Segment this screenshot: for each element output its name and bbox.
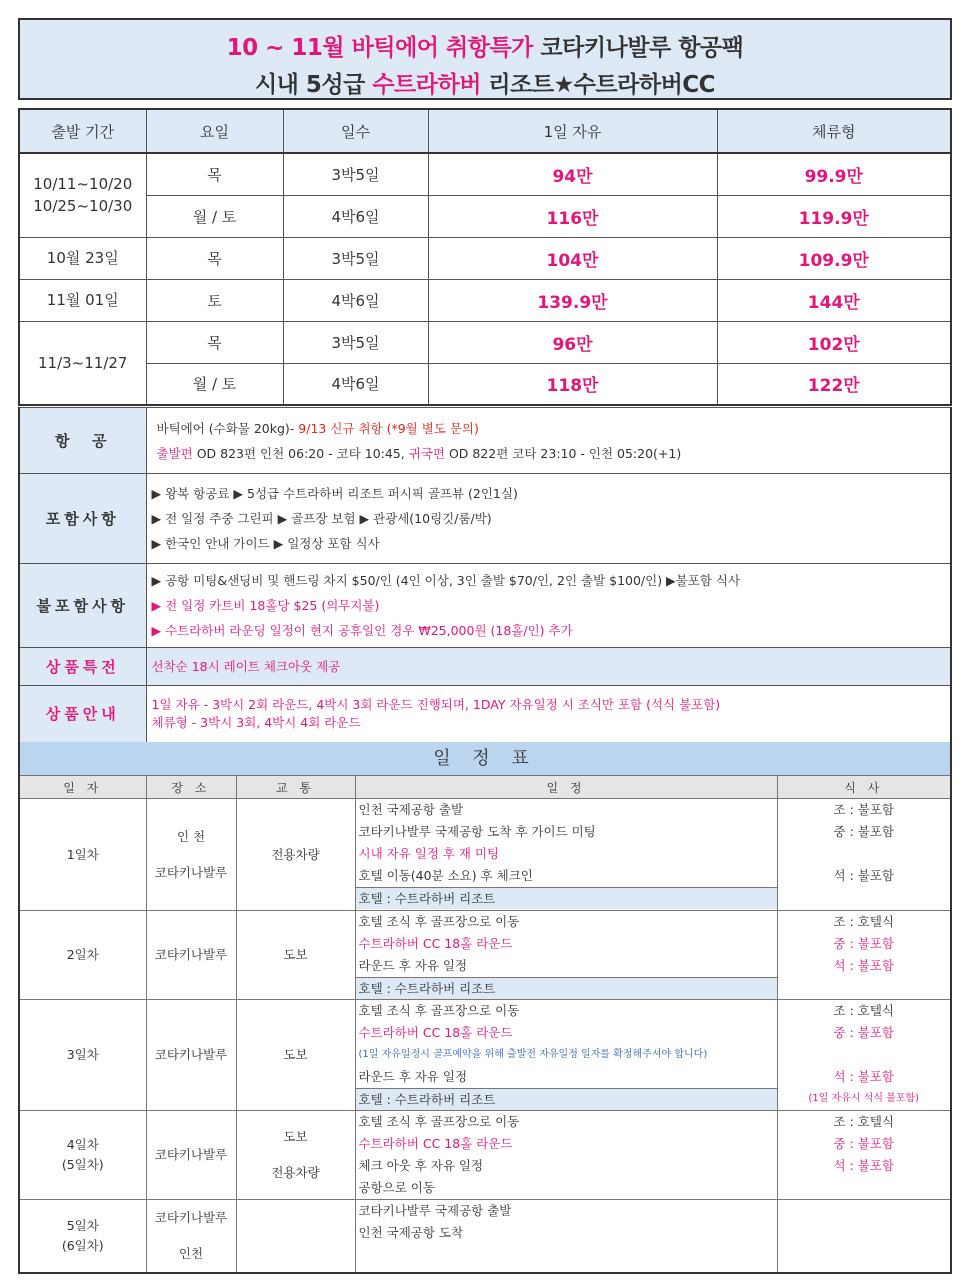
title-text: 코타키나발루 항공팩 bbox=[532, 35, 744, 61]
places bbox=[146, 799, 236, 911]
schedule-day-row bbox=[19, 1111, 951, 1200]
weekday: 월 / 토 bbox=[146, 195, 283, 237]
excluded-line: ▶ 공항 미팅&샌딩비 및 핸드링 차지 $50/인 (4인 이상, 3인 출발 $70/인, 2인 출발 $100/인) ▶불포함 식사 bbox=[151, 573, 741, 588]
info-row-included bbox=[19, 474, 951, 564]
title-banner bbox=[18, 18, 952, 100]
subtitle-highlight: 수트라하버 bbox=[372, 72, 481, 98]
meal-line: 중 : 불포함 bbox=[833, 824, 894, 839]
day-text: 4일차 bbox=[66, 1137, 99, 1152]
hotel-line: 호텔 : 수트라하버 리조트 bbox=[356, 977, 777, 999]
itinerary-line: 코타키나발루 국제공항 출발 bbox=[358, 1203, 512, 1218]
included-line: ▶ 왕복 항공료 ▶ 5성급 수트라하버 리조트 퍼시픽 골프뷰 (2인1실) bbox=[151, 486, 518, 501]
itinerary-line bbox=[356, 1244, 777, 1266]
duration: 3박5일 bbox=[283, 153, 428, 195]
info-row-air bbox=[19, 408, 951, 474]
title-line-1 bbox=[20, 29, 950, 62]
weekday: 토 bbox=[146, 279, 283, 321]
meal-line: 중 : 불포함 bbox=[833, 1136, 894, 1151]
schedule-header-row bbox=[19, 776, 951, 799]
meal-line bbox=[778, 977, 951, 999]
day-label bbox=[19, 799, 146, 911]
transport-text: 전용차량 bbox=[271, 1165, 320, 1180]
price-row bbox=[19, 153, 951, 195]
weekday: 월 / 토 bbox=[146, 363, 283, 405]
price-free-day: 104만 bbox=[428, 237, 717, 279]
schedule-header-cell: 일 정 bbox=[355, 776, 777, 799]
meal-line bbox=[778, 1177, 951, 1199]
schedule-day-row bbox=[19, 1000, 951, 1111]
transport-text: 도보 bbox=[283, 1047, 308, 1062]
price-free-day: 96만 bbox=[428, 321, 717, 363]
duration: 4박6일 bbox=[283, 195, 428, 237]
itinerary-line: 인천 국제공항 도착 bbox=[358, 1225, 464, 1240]
air-label: 항 공 bbox=[19, 408, 146, 474]
schedule-header-cell: 식 사 bbox=[777, 776, 951, 799]
itinerary-line: 호텔 이동(40분 소요) 후 체크인 bbox=[358, 868, 533, 883]
day-label bbox=[19, 911, 146, 1000]
itinerary-line: 호텔 조식 후 골프장으로 이동 bbox=[358, 914, 520, 929]
period-text: 11/3~11/27 bbox=[38, 353, 128, 372]
price-free-day: 116만 bbox=[428, 195, 717, 237]
guide-content bbox=[146, 686, 951, 743]
excluded-content bbox=[146, 564, 951, 648]
itinerary-line: (1일 자유일정시 골프예약을 위해 출발전 자유일정 일자를 확정해주셔야 합니다) bbox=[358, 1049, 708, 1060]
itinerary bbox=[355, 1111, 777, 1200]
itinerary bbox=[355, 799, 777, 911]
meals bbox=[777, 799, 951, 911]
places bbox=[146, 1200, 236, 1274]
price-row bbox=[19, 321, 951, 363]
transport-text: 도보 bbox=[283, 1129, 308, 1144]
meals bbox=[777, 1200, 951, 1274]
day-text: (6일차) bbox=[61, 1238, 104, 1253]
title-highlight: 10 ~ 11월 바틱에어 취항특가 bbox=[226, 35, 533, 61]
price-stay: 109.9만 bbox=[717, 237, 951, 279]
transport bbox=[236, 799, 355, 911]
place-text: 코타키나발루 bbox=[154, 1210, 228, 1225]
meal-line: (1일 자유시 석식 불포함) bbox=[808, 1093, 920, 1104]
info-row-special bbox=[19, 648, 951, 686]
price-row bbox=[19, 195, 951, 237]
duration: 4박6일 bbox=[283, 363, 428, 405]
place-text: 코타키나발루 bbox=[154, 1147, 228, 1162]
schedule-header-cell: 교 통 bbox=[236, 776, 355, 799]
day-label bbox=[19, 1200, 146, 1274]
special-content: 선착순 18시 레이트 체크아웃 제공 bbox=[146, 648, 951, 686]
subtitle-text-2: 리조트★수트라하버CC bbox=[480, 72, 716, 98]
info-row-excluded bbox=[19, 564, 951, 648]
day-label bbox=[19, 1111, 146, 1200]
price-header-cell: 요일 bbox=[146, 109, 283, 153]
period-text: 11월 01일 bbox=[46, 291, 119, 309]
schedule-title: 일 정 표 bbox=[18, 742, 952, 775]
itinerary bbox=[355, 1200, 777, 1274]
itinerary bbox=[355, 911, 777, 1000]
price-table bbox=[18, 108, 952, 406]
price-header-cell: 체류형 bbox=[717, 109, 951, 153]
hotel-line: 호텔 : 수트라하버 리조트 bbox=[356, 1088, 777, 1110]
itinerary-line: 코타키나발루 국제공항 도착 후 가이드 미팅 bbox=[358, 824, 596, 839]
outbound-flight: OD 823편 인천 06:20 - 코타 10:45, bbox=[192, 445, 409, 461]
price-stay: 122만 bbox=[717, 363, 951, 405]
itinerary-line: 호텔 조식 후 골프장으로 이동 bbox=[358, 1003, 520, 1018]
duration: 3박5일 bbox=[283, 321, 428, 363]
places bbox=[146, 911, 236, 1000]
departure-period bbox=[19, 279, 146, 321]
meal-line: 중 : 불포함 bbox=[833, 1025, 894, 1040]
itinerary-line: 호텔 조식 후 골프장으로 이동 bbox=[358, 1114, 520, 1129]
transport-text: 도보 bbox=[283, 947, 308, 962]
hotel-line: 호텔 : 수트라하버 리조트 bbox=[356, 887, 777, 909]
day-text: 2일차 bbox=[66, 947, 99, 962]
guide-line: 1일 자유 - 3박시 2회 라운드, 4박시 3회 라운드 진행되며, 1DAY 자유일정 시 조식만 포함 (석식 불포함) bbox=[151, 696, 721, 712]
meal-line: 조 : 호텔식 bbox=[833, 1003, 894, 1018]
duration: 4박6일 bbox=[283, 279, 428, 321]
period-text: 10/11~10/20 bbox=[33, 175, 133, 194]
air-content bbox=[146, 408, 951, 474]
itinerary-line: 시내 자유 일정 후 재 미팅 bbox=[358, 846, 500, 861]
guide-label: 상품안내 bbox=[19, 686, 146, 743]
meal-line: 중 : 불포함 bbox=[833, 936, 894, 951]
itinerary-line: 수트라하버 CC 18홀 라운드 bbox=[358, 1025, 513, 1040]
duration: 3박5일 bbox=[283, 237, 428, 279]
guide-line: 체류형 - 3박시 3회, 4박시 4회 라운드 bbox=[151, 714, 361, 730]
included-line: ▶ 전 일정 주중 그린피 ▶ 골프장 보험 ▶ 관광세(10링깃/룸/박) bbox=[151, 511, 492, 526]
transport bbox=[236, 1200, 355, 1274]
transport bbox=[236, 1111, 355, 1200]
return-flight: OD 822편 코타 23:10 - 인천 05:20(+1) bbox=[444, 445, 682, 461]
schedule-day-row bbox=[19, 911, 951, 1000]
day-text: 3일차 bbox=[66, 1047, 99, 1062]
included-label: 포함사항 bbox=[19, 474, 146, 564]
transport bbox=[236, 911, 355, 1000]
meal-line: 석 : 불포함 bbox=[833, 1158, 894, 1173]
itinerary-line: 공항으로 이동 bbox=[358, 1180, 435, 1195]
meals bbox=[777, 1000, 951, 1111]
excluded-line: ▶ 전 일정 카트비 18홀당 $25 (의무지불) bbox=[151, 598, 380, 613]
transport-text: 전용차량 bbox=[271, 846, 320, 862]
price-row bbox=[19, 237, 951, 279]
meal-line: 석 : 불포함 bbox=[833, 868, 894, 883]
included-content bbox=[146, 474, 951, 564]
transport bbox=[236, 1000, 355, 1111]
price-stay: 144만 bbox=[717, 279, 951, 321]
price-free-day: 118만 bbox=[428, 363, 717, 405]
info-table bbox=[18, 407, 952, 744]
place-text: 코타키나발루 bbox=[154, 947, 228, 962]
price-stay: 99.9만 bbox=[717, 153, 951, 195]
meal-line: 조 : 호텔식 bbox=[833, 914, 894, 929]
day-text: 1일차 bbox=[66, 846, 99, 862]
place-text: 인천 bbox=[178, 1246, 204, 1261]
schedule-table bbox=[18, 775, 952, 1274]
itinerary bbox=[355, 1000, 777, 1111]
itinerary-line: 수트라하버 CC 18홀 라운드 bbox=[358, 936, 513, 951]
excluded-label: 불포함사항 bbox=[19, 564, 146, 648]
place-text: 코타키나발루 bbox=[154, 1047, 228, 1062]
schedule-header-cell: 장 소 bbox=[146, 776, 236, 799]
weekday: 목 bbox=[146, 321, 283, 363]
price-free-day: 94만 bbox=[428, 153, 717, 195]
title-line-2 bbox=[20, 66, 950, 99]
schedule-day-row bbox=[19, 799, 951, 911]
meal-line bbox=[778, 887, 951, 909]
departure-period bbox=[19, 321, 146, 405]
air-new-route: 9/13 신규 취항 (*9월 별도 문의) bbox=[298, 420, 479, 436]
period-text: 10/25~10/30 bbox=[33, 197, 133, 216]
weekday: 목 bbox=[146, 153, 283, 195]
departure-period bbox=[19, 153, 146, 237]
meal-line bbox=[778, 843, 951, 865]
included-line: ▶ 한국인 안내 가이드 ▶ 일정상 포함 식사 bbox=[151, 536, 380, 551]
itinerary-line: 수트라하버 CC 18홀 라운드 bbox=[358, 1136, 513, 1151]
day-text: 5일차 bbox=[66, 1218, 99, 1233]
schedule-day-row bbox=[19, 1200, 951, 1274]
meal-line: 석 : 불포함 bbox=[833, 1069, 894, 1084]
return-label: 귀국편 bbox=[408, 445, 445, 461]
price-header-cell: 1일 자유 bbox=[428, 109, 717, 153]
day-label bbox=[19, 1000, 146, 1111]
price-header-row bbox=[19, 109, 951, 153]
price-row bbox=[19, 363, 951, 405]
itinerary-line: 체크 아웃 후 자유 일정 bbox=[358, 1158, 484, 1173]
meals bbox=[777, 911, 951, 1000]
outbound-label: 출발편 bbox=[156, 445, 193, 461]
excluded-line: ▶ 수트라하버 라운딩 일정이 현지 공휴일인 경우 ₩25,000원 (18홀/인) 추가 bbox=[151, 623, 573, 638]
price-header-cell: 일수 bbox=[283, 109, 428, 153]
meals bbox=[777, 1111, 951, 1200]
itinerary-line: 라운드 후 자유 일정 bbox=[358, 1069, 468, 1084]
places bbox=[146, 1111, 236, 1200]
place-text: 인 천 bbox=[176, 828, 206, 844]
air-baggage: 바틱에어 (수화물 20kg)- bbox=[156, 420, 299, 436]
subtitle-text: 시내 5성급 bbox=[254, 72, 373, 98]
price-row bbox=[19, 279, 951, 321]
departure-period bbox=[19, 237, 146, 279]
place-text: 코타키나발루 bbox=[154, 864, 228, 880]
info-row-guide bbox=[19, 686, 951, 743]
places bbox=[146, 1000, 236, 1111]
price-stay: 119.9만 bbox=[717, 195, 951, 237]
special-label: 상품특전 bbox=[19, 648, 146, 686]
period-text: 10월 23일 bbox=[46, 249, 119, 267]
itinerary-line: 라운드 후 자유 일정 bbox=[358, 958, 468, 973]
meal-line: 조 : 호텔식 bbox=[833, 1114, 894, 1129]
schedule-header-cell: 일 자 bbox=[19, 776, 146, 799]
meal-line bbox=[778, 1044, 951, 1066]
day-text: (5일차) bbox=[61, 1157, 104, 1172]
price-free-day: 139.9만 bbox=[428, 279, 717, 321]
price-header-cell: 출발 기간 bbox=[19, 109, 146, 153]
itinerary-line: 인천 국제공항 출발 bbox=[358, 802, 464, 817]
price-stay: 102만 bbox=[717, 321, 951, 363]
meal-line: 석 : 불포함 bbox=[833, 958, 894, 973]
meal-line: 조 : 불포함 bbox=[833, 802, 894, 817]
weekday: 목 bbox=[146, 237, 283, 279]
